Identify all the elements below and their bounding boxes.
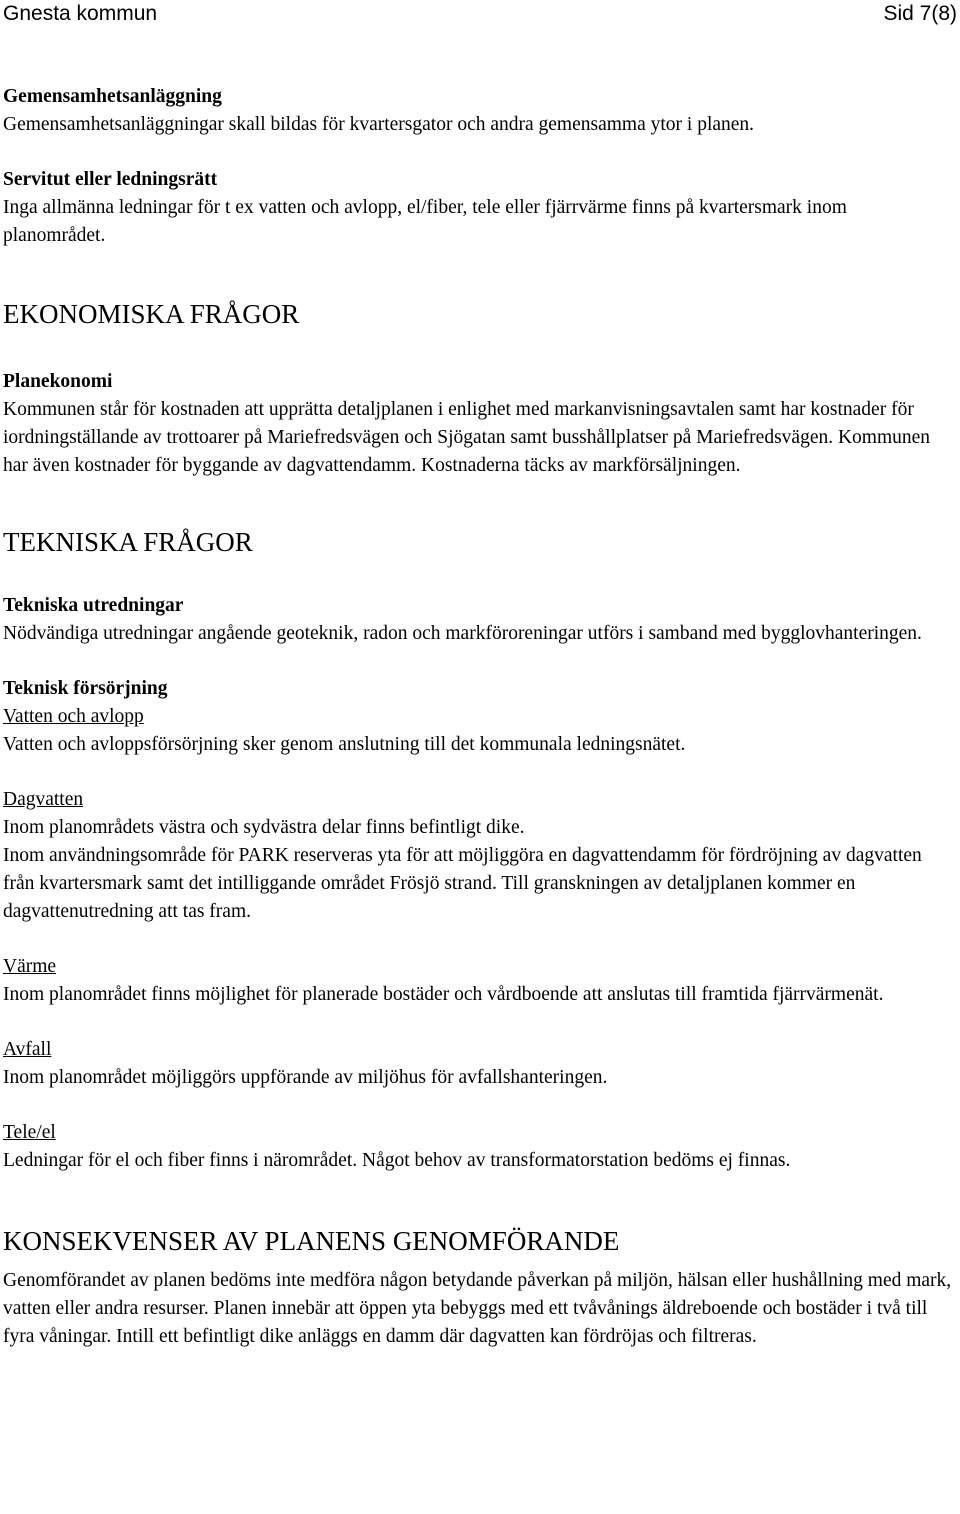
- planekonomi-title: Planekonomi: [3, 371, 113, 392]
- teknisk-forsorjning-title: Teknisk försörjning: [3, 678, 168, 699]
- planekonomi-text: Kommunen står för kostnaden att upprätta detaljplanen i enlighet med markanvisningsavtalen samt har kostnader för iordningställande av trottoarer på Mariefredsvägen och Sjögatan samt busshållplatser på Mariefredsvägen. Kommunen har även kostnader för byggande av dagvattendamm. Kostnaderna täcks av markförsäljningen.: [3, 399, 931, 476]
- gemensamhet-text: Gemensamhetsanläggningar skall bildas för kvartersgator och andra gemensamma ytor i planen.: [3, 114, 755, 135]
- document-body: [3, 83, 953, 1351]
- vatten-avlopp-label: Vatten och avlopp: [3, 706, 144, 727]
- tele-el-label: Tele/el: [3, 1122, 56, 1143]
- header-organization: Gnesta kommun: [3, 2, 158, 25]
- dagvatten-text-2: Inom användningsområde för PARK reserveras yta för att möjliggöra en dagvattendamm för fördröjning av dagvatten från kvartersmark samt det intilliggande området Frösjö strand. Till granskningen av detaljplanen kommer en dagvattenutredning att tas fram.: [3, 845, 922, 922]
- tekniska-utredningar-text: Nödvändiga utredningar angående geoteknik, radon och markföroreningar utförs i samband med bygglovhanteringen.: [3, 623, 922, 644]
- gemensamhet-title: Gemensamhetsanläggning: [3, 86, 222, 107]
- ekonomiska-fragor-heading: EKONOMISKA FRÅGOR: [3, 299, 300, 329]
- varme-label: Värme: [3, 956, 57, 977]
- konsekvenser-text: Genomförandet av planen bedöms inte medföra någon betydande påverkan på miljön, hälsan eller hushållning med mark, vatten eller andra resurser. Planen innebär att öppen yta bebyggs med ett tvåvånings äldreboende och bostäder i två till fyra våningar. Intill ett befintligt dike anläggs en damm där dagvatten kan fördröjas och filtreras.: [3, 1270, 952, 1347]
- tekniska-fragor-heading: TEKNISKA FRÅGOR: [3, 527, 253, 557]
- avfall-text: Inom planområdet möjliggörs uppförande av miljöhus för avfallshanteringen.: [3, 1067, 608, 1088]
- konsekvenser-heading: KONSEKVENSER AV PLANENS GENOMFÖRANDE: [3, 1226, 620, 1256]
- servitut-text: Inga allmänna ledningar för t ex vatten och avlopp, el/fiber, tele eller fjärrvärme finns på kvartersmark inom planområdet.: [3, 197, 847, 246]
- page-header: [3, 0, 957, 30]
- vatten-avlopp-text: Vatten och avloppsförsörjning sker genom anslutning till det kommunala ledningsnätet.: [3, 734, 686, 755]
- header-page-number: Sid 7(8): [883, 2, 957, 25]
- tele-el-text: Ledningar för el och fiber finns i närområdet. Något behov av transformatorstation bedöms ej finnas.: [3, 1150, 791, 1171]
- dagvatten-label: Dagvatten: [3, 789, 84, 810]
- avfall-label: Avfall: [3, 1039, 52, 1060]
- dagvatten-text-1: Inom planområdets västra och sydvästra delar finns befintligt dike.: [3, 817, 525, 838]
- servitut-title: Servitut eller ledningsrätt: [3, 169, 218, 190]
- tekniska-utredningar-title: Tekniska utredningar: [3, 595, 184, 616]
- varme-text: Inom planområdet finns möjlighet för planerade bostäder och vårdboende att anslutas till framtida fjärrvärmenät.: [3, 984, 884, 1005]
